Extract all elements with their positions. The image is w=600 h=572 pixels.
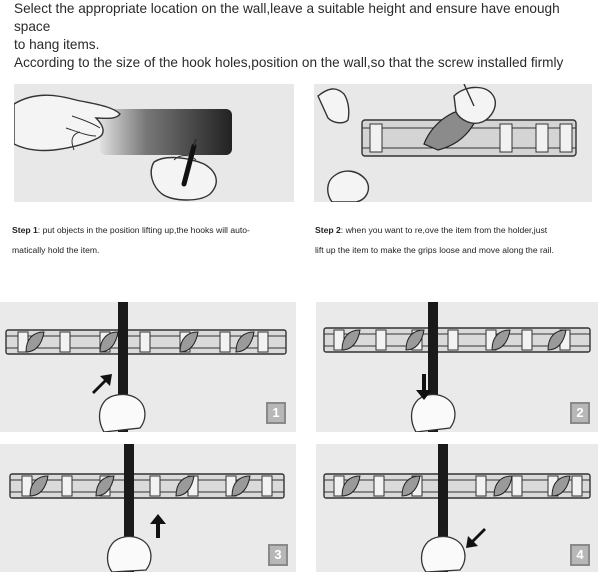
step-number-badge: 2 <box>570 402 590 424</box>
intro-line-2: to hang items. <box>14 37 100 52</box>
step-panel-2 <box>316 302 598 432</box>
step-number-badge: 4 <box>570 544 590 566</box>
step-panel-3 <box>0 444 296 572</box>
step-2-text-b: lift up the item to make the grips loose and move along the rail. <box>315 245 554 255</box>
step-1-text-b: matically hold the item. <box>12 245 100 255</box>
intro-line-3: According to the size of the hook holes,position on the wall,so that the screw installed firmly <box>14 55 564 70</box>
step-2-text-a: : when you want to re,ove the item from the holder,just <box>340 225 548 235</box>
step-panel-4 <box>316 444 598 572</box>
step-2-caption <box>315 220 599 260</box>
intro-text <box>14 0 594 72</box>
step-1-caption <box>12 220 302 260</box>
removing-item-illustration <box>314 84 592 202</box>
step-number-badge: 1 <box>266 402 286 424</box>
step-panel-1 <box>0 302 296 432</box>
marking-wall-illustration <box>14 84 294 202</box>
step-number-badge: 3 <box>268 544 288 566</box>
step-1-text-a: : put objects in the position lifting up,the hooks will auto- <box>37 225 250 235</box>
intro-line-1: Select the appropriate location on the wall,leave a suitable height and ensure have enough space <box>14 1 560 34</box>
step-1-label: Step 1 <box>12 225 38 235</box>
step-2-label: Step 2 <box>315 225 341 235</box>
